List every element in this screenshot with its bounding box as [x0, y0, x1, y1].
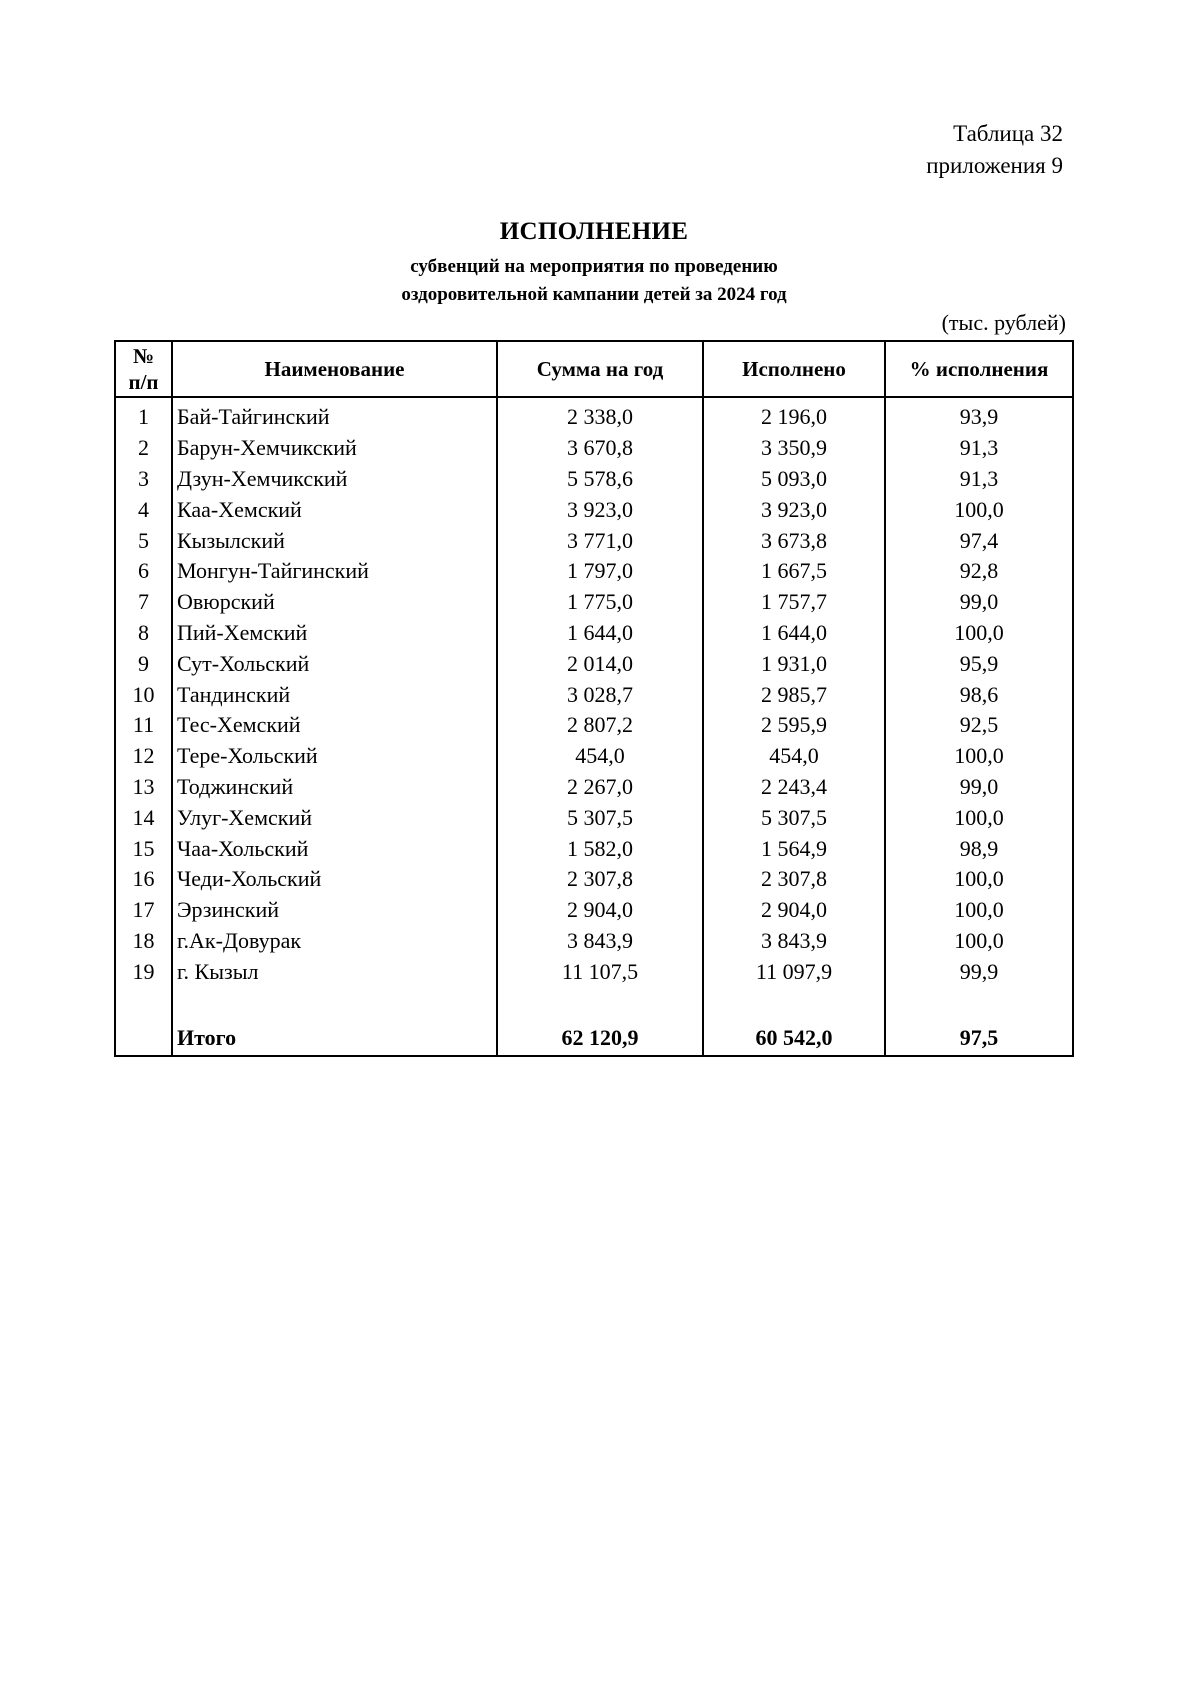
- cell-pct: 91,3: [885, 433, 1073, 464]
- cell-pct: 99,0: [885, 772, 1073, 803]
- spacer-cell: [115, 987, 172, 1021]
- cell-pct: 97,4: [885, 525, 1073, 556]
- cell-pct: 98,6: [885, 679, 1073, 710]
- cell-name: Сут-Хольский: [172, 648, 497, 679]
- cell-name: Чеди-Хольский: [172, 864, 497, 895]
- cell-done: 3 350,9: [703, 433, 885, 464]
- cell-sum: 3 843,9: [497, 926, 703, 957]
- cell-sum: 2 307,8: [497, 864, 703, 895]
- cell-sum: 2 807,2: [497, 710, 703, 741]
- table-row: [115, 802, 1073, 833]
- cell-sum: 1 644,0: [497, 618, 703, 649]
- header-number-abbr: п/п: [128, 370, 159, 394]
- cell-done: 1 644,0: [703, 618, 885, 649]
- cell-sum: 3 028,7: [497, 679, 703, 710]
- cell-done: 3 843,9: [703, 926, 885, 957]
- spacer-row: [115, 987, 1073, 1021]
- document-subtitle: [0, 253, 1188, 309]
- cell-done: 1 564,9: [703, 833, 885, 864]
- cell-pct: 100,0: [885, 802, 1073, 833]
- cell-pct: 92,8: [885, 556, 1073, 587]
- cell-sum: 3 771,0: [497, 525, 703, 556]
- cell-done: 2 196,0: [703, 397, 885, 433]
- header-pct: % исполнения: [885, 341, 1073, 397]
- cell-pct: 93,9: [885, 397, 1073, 433]
- table-number: Таблица 32: [953, 121, 1063, 146]
- units-label: (тыс. рублей): [941, 310, 1066, 335]
- cell-num: 1: [115, 397, 172, 433]
- cell-pct: 98,9: [885, 833, 1073, 864]
- table-row: [115, 397, 1073, 433]
- subtitle-line-2: оздоровительной кампании детей за 2024 год: [401, 284, 787, 305]
- cell-num: 13: [115, 772, 172, 803]
- cell-done: 1 667,5: [703, 556, 885, 587]
- cell-done: 2 307,8: [703, 864, 885, 895]
- total-name: Итого: [172, 1021, 497, 1056]
- table-reference: [926, 118, 1063, 182]
- cell-name: Монгун-Тайгинский: [172, 556, 497, 587]
- table-row: [115, 587, 1073, 618]
- cell-pct: 99,9: [885, 956, 1073, 987]
- table-row: [115, 556, 1073, 587]
- cell-num: 19: [115, 956, 172, 987]
- total-sum: 62 120,9: [497, 1021, 703, 1056]
- cell-name: Тоджинский: [172, 772, 497, 803]
- cell-sum: 1 775,0: [497, 587, 703, 618]
- spacer-cell: [885, 987, 1073, 1021]
- cell-sum: 2 267,0: [497, 772, 703, 803]
- cell-sum: 1 797,0: [497, 556, 703, 587]
- cell-name: Тандинский: [172, 679, 497, 710]
- cell-name: Каа-Хемский: [172, 494, 497, 525]
- cell-pct: 100,0: [885, 864, 1073, 895]
- header-sum: Сумма на год: [497, 341, 703, 397]
- cell-sum: 5 578,6: [497, 464, 703, 495]
- total-num: [115, 1021, 172, 1056]
- cell-done: 1 931,0: [703, 648, 885, 679]
- cell-pct: 92,5: [885, 710, 1073, 741]
- cell-pct: 100,0: [885, 926, 1073, 957]
- cell-done: 2 243,4: [703, 772, 885, 803]
- cell-name: Дзун-Хемчикский: [172, 464, 497, 495]
- cell-done: 2 595,9: [703, 710, 885, 741]
- cell-sum: 2 904,0: [497, 895, 703, 926]
- cell-pct: 100,0: [885, 618, 1073, 649]
- table-row: [115, 464, 1073, 495]
- cell-sum: 3 923,0: [497, 494, 703, 525]
- cell-pct: 99,0: [885, 587, 1073, 618]
- cell-pct: 100,0: [885, 494, 1073, 525]
- subtitle-line-1: субвенций на мероприятия по проведению: [410, 256, 778, 277]
- cell-pct: 100,0: [885, 741, 1073, 772]
- table-header-row: [115, 341, 1073, 397]
- cell-num: 3: [115, 464, 172, 495]
- cell-num: 5: [115, 525, 172, 556]
- cell-name: Эрзинский: [172, 895, 497, 926]
- table-row: [115, 648, 1073, 679]
- cell-sum: 454,0: [497, 741, 703, 772]
- cell-num: 17: [115, 895, 172, 926]
- cell-done: 11 097,9: [703, 956, 885, 987]
- cell-sum: 5 307,5: [497, 802, 703, 833]
- cell-done: 5 093,0: [703, 464, 885, 495]
- cell-name: Барун-Хемчикский: [172, 433, 497, 464]
- cell-done: 2 904,0: [703, 895, 885, 926]
- table-row: [115, 741, 1073, 772]
- cell-sum: 2 014,0: [497, 648, 703, 679]
- header-number-symbol: №: [132, 344, 155, 368]
- table-row: [115, 433, 1073, 464]
- table-row: [115, 525, 1073, 556]
- spacer-cell: [497, 987, 703, 1021]
- cell-num: 9: [115, 648, 172, 679]
- cell-num: 8: [115, 618, 172, 649]
- table-row: [115, 864, 1073, 895]
- cell-sum: 1 582,0: [497, 833, 703, 864]
- appendix-number: приложения 9: [926, 153, 1063, 178]
- cell-done: 3 673,8: [703, 525, 885, 556]
- cell-num: 18: [115, 926, 172, 957]
- table-row: [115, 679, 1073, 710]
- spacer-cell: [172, 987, 497, 1021]
- table-body: [115, 397, 1073, 1056]
- cell-num: 2: [115, 433, 172, 464]
- cell-pct: 95,9: [885, 648, 1073, 679]
- cell-num: 15: [115, 833, 172, 864]
- cell-num: 4: [115, 494, 172, 525]
- header-name: Наименование: [172, 341, 497, 397]
- table-row: [115, 926, 1073, 957]
- table-row: [115, 895, 1073, 926]
- cell-name: Бай-Тайгинский: [172, 397, 497, 433]
- cell-name: г. Кызыл: [172, 956, 497, 987]
- cell-num: 12: [115, 741, 172, 772]
- cell-sum: 11 107,5: [497, 956, 703, 987]
- cell-name: Тес-Хемский: [172, 710, 497, 741]
- cell-num: 7: [115, 587, 172, 618]
- cell-name: Кызылский: [172, 525, 497, 556]
- cell-done: 5 307,5: [703, 802, 885, 833]
- total-pct: 97,5: [885, 1021, 1073, 1056]
- cell-done: 1 757,7: [703, 587, 885, 618]
- cell-name: Улуг-Хемский: [172, 802, 497, 833]
- document-title: ИСПОЛНЕНИЕ: [499, 218, 689, 245]
- cell-name: Чаа-Хольский: [172, 833, 497, 864]
- spacer-cell: [703, 987, 885, 1021]
- cell-sum: 3 670,8: [497, 433, 703, 464]
- table-row: [115, 494, 1073, 525]
- header-done: Исполнено: [703, 341, 885, 397]
- total-row: [115, 1021, 1073, 1056]
- cell-name: Тере-Хольский: [172, 741, 497, 772]
- cell-name: Овюрский: [172, 587, 497, 618]
- execution-table: [114, 340, 1074, 1057]
- cell-pct: 91,3: [885, 464, 1073, 495]
- cell-name: г.Ак-Довурак: [172, 926, 497, 957]
- cell-num: 11: [115, 710, 172, 741]
- table-row: [115, 772, 1073, 803]
- table-row: [115, 956, 1073, 987]
- cell-sum: 2 338,0: [497, 397, 703, 433]
- cell-num: 10: [115, 679, 172, 710]
- cell-done: 2 985,7: [703, 679, 885, 710]
- table-row: [115, 710, 1073, 741]
- cell-done: 454,0: [703, 741, 885, 772]
- cell-num: 14: [115, 802, 172, 833]
- cell-pct: 100,0: [885, 895, 1073, 926]
- cell-done: 3 923,0: [703, 494, 885, 525]
- cell-num: 16: [115, 864, 172, 895]
- header-number: [115, 341, 172, 397]
- table-row: [115, 618, 1073, 649]
- cell-name: Пий-Хемский: [172, 618, 497, 649]
- cell-num: 6: [115, 556, 172, 587]
- total-done: 60 542,0: [703, 1021, 885, 1056]
- table-row: [115, 833, 1073, 864]
